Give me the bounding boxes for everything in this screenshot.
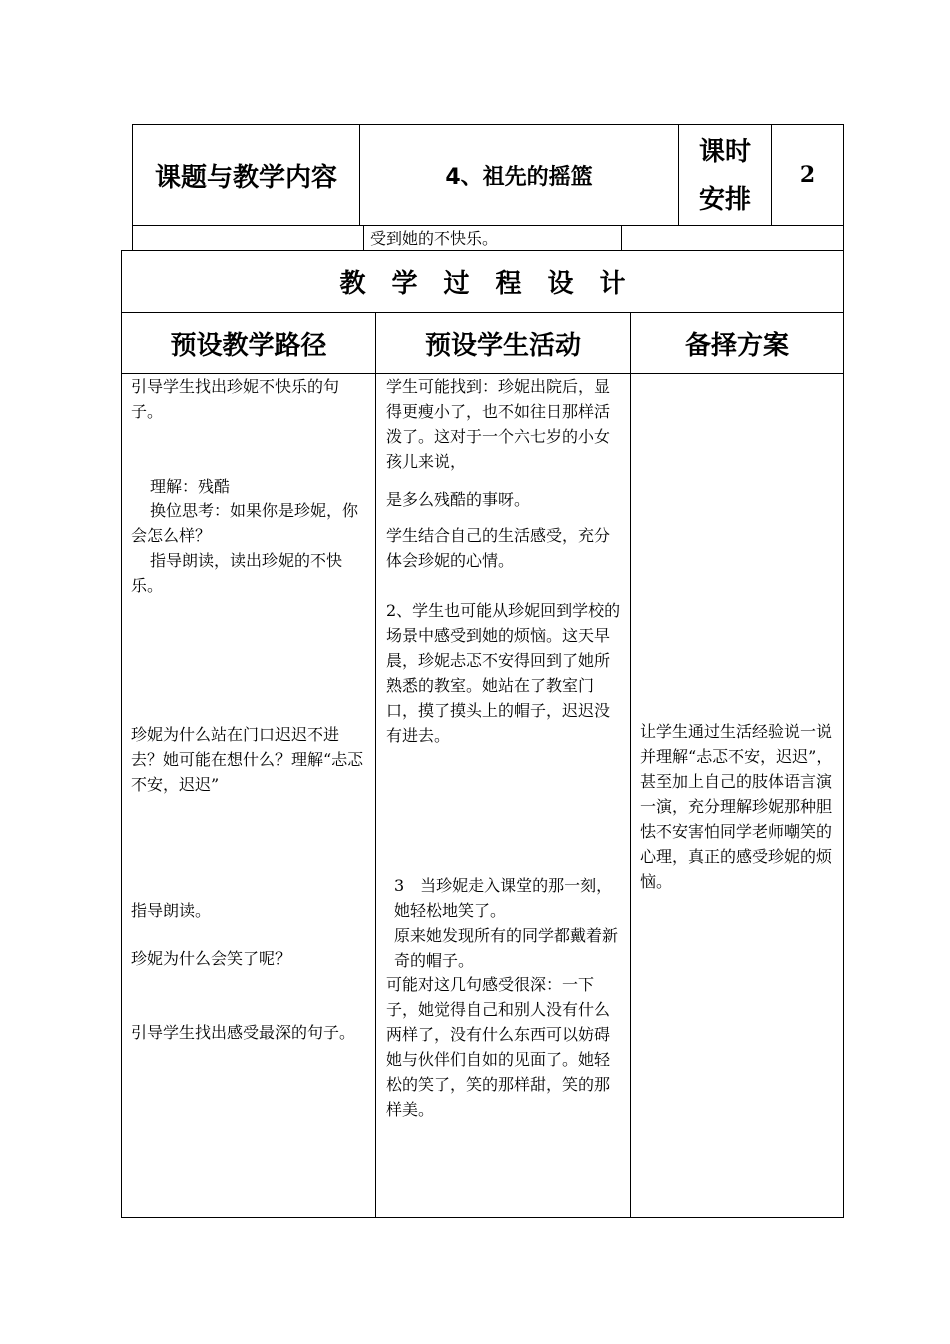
col2-p4b: 原来她发现所有的同学都戴着新奇的帽子。 (394, 926, 619, 970)
col1-p5: 珍妮为什么会笑了呢？ (131, 949, 292, 968)
schedule-label (679, 125, 771, 225)
col1-p1: 引导学生找出珍妮不快乐的句子。 (131, 377, 340, 421)
topic-label: 课题与教学内容 (154, 162, 337, 193)
col2-p4: 3 当珍妮走入课堂的那一刻，她轻松地笑了。 (394, 876, 613, 920)
col1-p2b: 换位思考：如果你是珍妮，你会怎么样？ (131, 501, 359, 545)
col1-header: 预设教学路径 (170, 330, 327, 361)
col2-p1: 学生可能找到：珍妮出院后，显得更瘦小了，也不如往日那样活泼了。这对于一个六七岁的小女孩儿来说， (386, 377, 611, 471)
schedule-label-line2: 安排 (698, 185, 751, 215)
col1-p4: 指导朗读。 (131, 901, 212, 920)
col3-p1: 让学生通过生活经验说一说并理解“忐忑不安，迟迟”，甚至加上自己的肢体语言演一演，充分理解珍妮那种胆怯不安害怕同学老师嘲笑的心理，真正的感受珍妮的烦恼。 (640, 722, 833, 891)
fragment-right (843, 226, 844, 251)
fragment-divider-2 (621, 226, 622, 251)
process-title: 教 学 过 程 设 计 (339, 269, 626, 299)
col1-p3: 珍妮为什么站在门口迟迟不进去？她可能在想什么？理解“忐忑不安，迟迟” (131, 725, 364, 794)
col1-p2a: 理解：残酷 (150, 477, 231, 496)
col2-p3: 2、学生也可能从珍妮回到学校的场景中感受到她的烦恼。这天早晨，珍妮忐忑不安得回到了她所熟悉的教室。她站在了教室门口，摸了摸头上的帽子，迟迟没有进去。 (386, 601, 621, 745)
col2-p2: 学生结合自己的生活感受，充分体会珍妮的心情。 (386, 526, 611, 570)
fragment-left (132, 226, 133, 251)
col3-header: 备择方案 (684, 330, 789, 361)
process-divider-2 (630, 312, 631, 1217)
fragment-divider-1 (363, 226, 364, 251)
schedule-value: 2 (799, 162, 816, 188)
col1-p2c: 指导朗读，读出珍妮的不快乐。 (131, 551, 343, 595)
lesson-title: 4、祖先的摇篮 (445, 164, 593, 190)
col2-p1b: 是多么残酷的事呀。 (386, 490, 531, 509)
process-divider-1 (375, 312, 376, 1217)
col2-p5: 可能对这几句感受很深：一下子，她觉得自己和别人没有什么两样了，没有什么东西可以妨碍她与伙伴们自如的见面了。她轻松的笑了，笑的那样甜，笑的那样美。 (386, 975, 611, 1119)
col2-header: 预设学生活动 (424, 330, 581, 361)
col1-p6: 引导学生找出感受最深的句子。 (131, 1023, 356, 1042)
fragment-text: 受到她的不快乐。 (370, 229, 499, 248)
schedule-label-line1: 课时 (698, 137, 751, 167)
